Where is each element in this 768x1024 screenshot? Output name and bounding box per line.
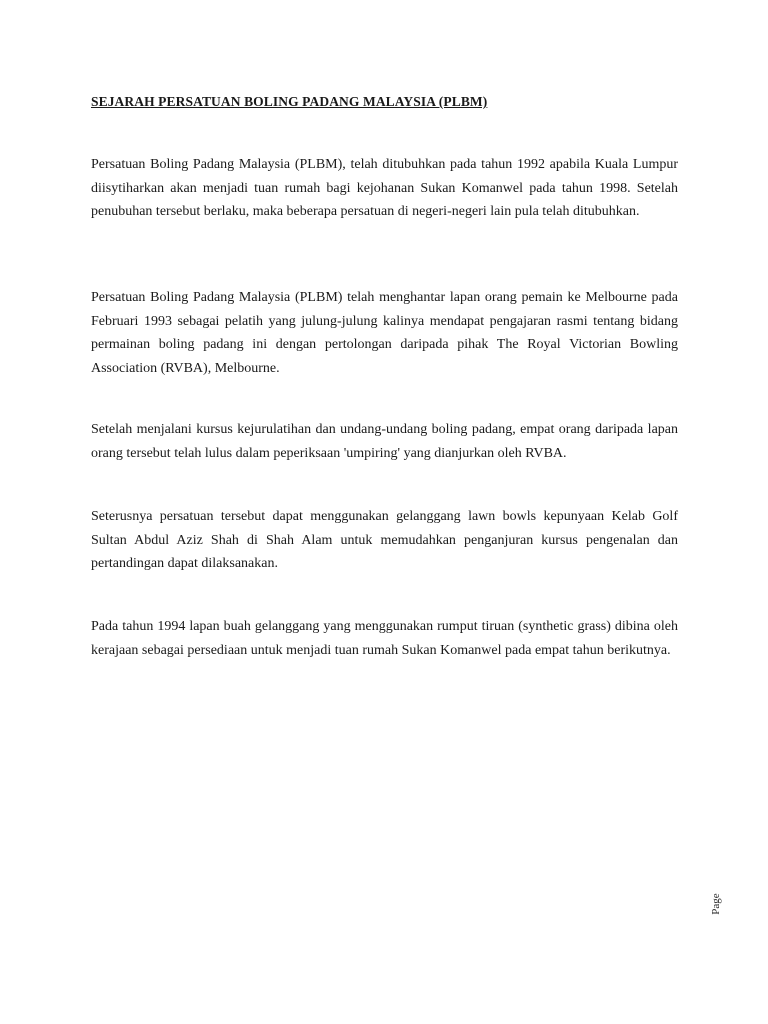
- paragraph-synthetic-greens: Pada tahun 1994 lapan buah gelanggang yang menggunakan rumput tiruan (synthetic grass) dibina oleh kerajaan sebagai persediaan untuk menjadi tuan rumah Sukan Komanwel pada empat tahun berikutnya.: [91, 619, 678, 658]
- paragraph-shah-alam-greens: Seterusnya persatuan tersebut dapat menggunakan gelanggang lawn bowls kepunyaan Kelab Golf Sultan Abdul Aziz Shah di Shah Alam untuk memudahkan penganjuran kursus pengenalan dan pertandingan dapat dilaksanakan.: [91, 509, 678, 571]
- paragraph-umpiring-exam: Setelah menjalani kursus kejurulatihan dan undang-undang boling padang, empat orang daripada lapan orang tersebut telah lulus dalam peperiksaan 'umpiring' yang dianjurkan oleh RVBA.: [91, 422, 678, 461]
- paragraph-founding: Persatuan Boling Padang Malaysia (PLBM), telah ditubuhkan pada tahun 1992 apabila Kuala Lumpur diisytiharkan akan menjadi tuan rumah bagi kejohanan Sukan Komanwel pada tahun 1998. Setelah penubuhan tersebut berlaku, maka beberapa persatuan di negeri-negeri lain pula telah ditubuhkan.: [91, 157, 678, 219]
- page-number-label: Page: [710, 893, 722, 915]
- paragraph-melbourne-training: Persatuan Boling Padang Malaysia (PLBM) telah menghantar lapan orang pemain ke Melbourne pada Februari 1993 sebagai pelatih yang julung-julung kalinya mendapat pengajaran rasmi tentang bidang permainan boling padang ini dengan pertolongan daripada pihak The Royal Victorian Bowling Association (RVBA), Melbourne.: [91, 290, 678, 376]
- document-title: SEJARAH PERSATUAN BOLING PADANG MALAYSIA (PLBM): [91, 94, 488, 109]
